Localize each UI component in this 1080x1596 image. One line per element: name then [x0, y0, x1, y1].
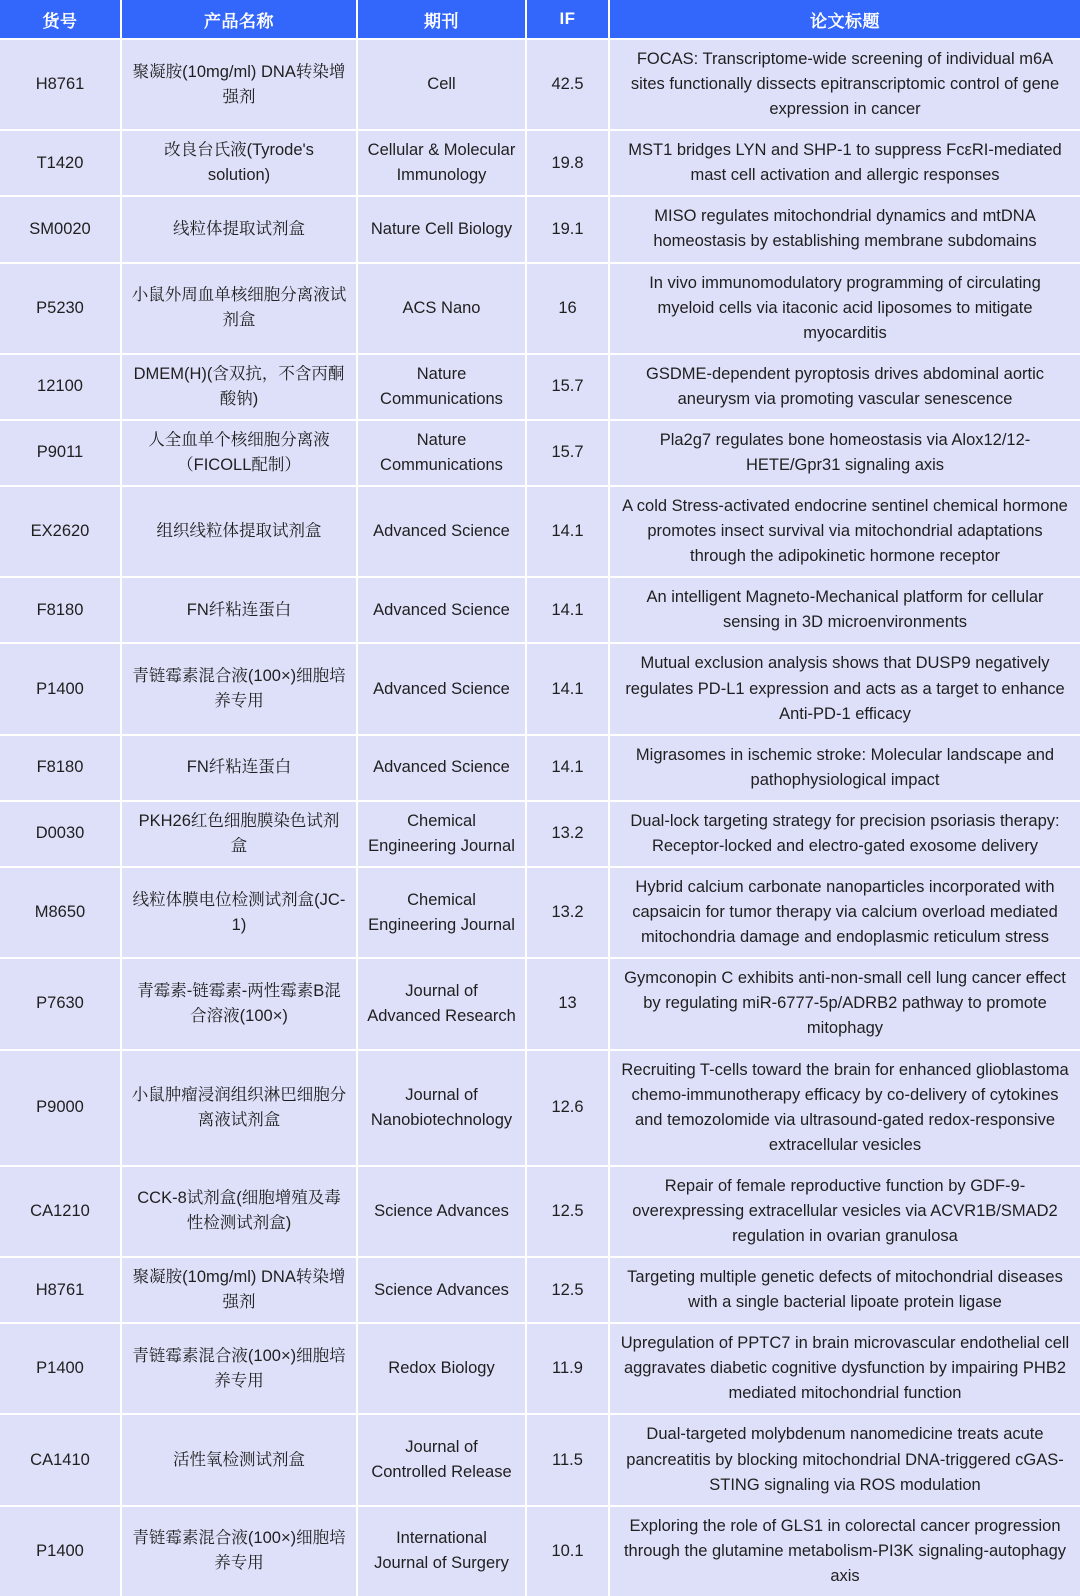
cell-if: 10.1: [527, 1507, 610, 1596]
table-row: [0, 868, 1080, 959]
cell-cat: SM0020: [0, 197, 122, 263]
table-row: [0, 1507, 1080, 1596]
cell-cat: P9000: [0, 1051, 122, 1167]
cell-jour: Chemical Engineering Journal: [358, 868, 527, 959]
cell-title: Exploring the role of GLS1 in colorectal cancer progression through the glutamine metabolism-PI3K signaling-autophagy axis: [610, 1507, 1080, 1596]
cell-title: MISO regulates mitochondrial dynamics and mtDNA homeostasis by establishing membrane subdomains: [610, 197, 1080, 263]
cell-cat: F8180: [0, 578, 122, 644]
cell-prod: 线粒体提取试剂盒: [122, 197, 358, 263]
table-header-row: [0, 0, 1080, 40]
cell-jour: Redox Biology: [358, 1324, 527, 1415]
column-header-impact-factor: IF: [527, 0, 610, 40]
table-row: [0, 131, 1080, 197]
cell-if: 13.2: [527, 868, 610, 959]
cell-title: An intelligent Magneto-Mechanical platform for cellular sensing in 3D microenvironments: [610, 578, 1080, 644]
cell-jour: Nature Communications: [358, 421, 527, 487]
cell-prod: 人全血单个核细胞分离液（FICOLL配制）: [122, 421, 358, 487]
table-row: [0, 1258, 1080, 1324]
cell-prod: PKH26红色细胞膜染色试剂盒: [122, 802, 358, 868]
cell-jour: Advanced Science: [358, 736, 527, 802]
cell-if: 13: [527, 959, 610, 1050]
cell-title: Upregulation of PPTC7 in brain microvascular endothelial cell aggravates diabetic cognitive dysfunction by impairing PHB2 mediated mitochondrial function: [610, 1324, 1080, 1415]
cell-title: Recruiting T-cells toward the brain for enhanced glioblastoma chemo-immunotherapy efficacy by co-delivery of cytokines and temozolomide via ultrasound-gated redox-responsive extracellular vesicles: [610, 1051, 1080, 1167]
table-row: [0, 1051, 1080, 1167]
cell-cat: CA1410: [0, 1415, 122, 1506]
cell-jour: Cellular & Molecular Immunology: [358, 131, 527, 197]
cell-title: A cold Stress-activated endocrine sentinel chemical hormone promotes insect survival via mitochondrial adaptations through the adipokinetic hormone receptor: [610, 487, 1080, 578]
column-header-paper-title: 论文标题: [610, 0, 1080, 40]
cell-jour: Journal of Nanobiotechnology: [358, 1051, 527, 1167]
cell-jour: Journal of Advanced Research: [358, 959, 527, 1050]
cell-jour: Science Advances: [358, 1258, 527, 1324]
column-header-journal: 期刊: [358, 0, 527, 40]
table-row: [0, 40, 1080, 131]
cell-prod: 组织线粒体提取试剂盒: [122, 487, 358, 578]
cell-title: Targeting multiple genetic defects of mitochondrial diseases with a single bacterial lipoate protein ligase: [610, 1258, 1080, 1324]
cell-cat: P1400: [0, 1507, 122, 1596]
cell-jour: Nature Cell Biology: [358, 197, 527, 263]
cell-title: Migrasomes in ischemic stroke: Molecular landscape and pathophysiological impact: [610, 736, 1080, 802]
cell-title: In vivo immunomodulatory programming of circulating myeloid cells via itaconic acid liposomes to mitigate myocarditis: [610, 264, 1080, 355]
cell-prod: CCK-8试剂盒(细胞增殖及毒性检测试剂盒): [122, 1167, 358, 1258]
cell-jour: Chemical Engineering Journal: [358, 802, 527, 868]
cell-prod: 青链霉素混合液(100×)细胞培养专用: [122, 1507, 358, 1596]
cell-cat: P5230: [0, 264, 122, 355]
table-row: [0, 1167, 1080, 1258]
table-body: [0, 40, 1080, 1596]
cell-prod: 青链霉素混合液(100×)细胞培养专用: [122, 644, 358, 735]
cell-if: 19.8: [527, 131, 610, 197]
table-row: [0, 197, 1080, 263]
table-row: [0, 736, 1080, 802]
table-row: [0, 421, 1080, 487]
cell-cat: H8761: [0, 40, 122, 131]
table-row: [0, 487, 1080, 578]
cell-title: GSDME-dependent pyroptosis drives abdominal aortic aneurysm via promoting vascular senescence: [610, 355, 1080, 421]
cell-if: 11.5: [527, 1415, 610, 1506]
table-row: [0, 264, 1080, 355]
cell-jour: ACS Nano: [358, 264, 527, 355]
cell-if: 19.1: [527, 197, 610, 263]
cell-jour: Advanced Science: [358, 578, 527, 644]
table-header: [0, 0, 1080, 40]
cell-prod: 改良台氏液(Tyrode's solution): [122, 131, 358, 197]
cell-title: Gymconopin C exhibits anti-non-small cell lung cancer effect by regulating miR-6777-5p/ADRB2 pathway to promote mitophagy: [610, 959, 1080, 1050]
cell-cat: P9011: [0, 421, 122, 487]
cell-title: Mutual exclusion analysis shows that DUSP9 negatively regulates PD-L1 expression and acts as a target to enhance Anti-PD-1 efficacy: [610, 644, 1080, 735]
cell-cat: P7630: [0, 959, 122, 1050]
cell-prod: 青链霉素混合液(100×)细胞培养专用: [122, 1324, 358, 1415]
cell-cat: P1400: [0, 1324, 122, 1415]
cell-prod: 聚凝胺(10mg/ml) DNA转染增强剂: [122, 40, 358, 131]
cell-if: 14.1: [527, 644, 610, 735]
cell-if: 12.5: [527, 1258, 610, 1324]
cell-prod: 聚凝胺(10mg/ml) DNA转染增强剂: [122, 1258, 358, 1324]
cell-title: Dual-lock targeting strategy for precision psoriasis therapy: Receptor-locked and electro-gated exosome delivery: [610, 802, 1080, 868]
cell-if: 15.7: [527, 421, 610, 487]
table-row: [0, 1415, 1080, 1506]
cell-cat: H8761: [0, 1258, 122, 1324]
cell-if: 42.5: [527, 40, 610, 131]
cell-title: MST1 bridges LYN and SHP-1 to suppress FcεRI-mediated mast cell activation and allergic responses: [610, 131, 1080, 197]
cell-cat: P1400: [0, 644, 122, 735]
cell-prod: 线粒体膜电位检测试剂盒(JC-1): [122, 868, 358, 959]
cell-if: 13.2: [527, 802, 610, 868]
cell-jour: Advanced Science: [358, 644, 527, 735]
cell-if: 14.1: [527, 487, 610, 578]
cell-jour: Science Advances: [358, 1167, 527, 1258]
table-row: [0, 802, 1080, 868]
cell-cat: T1420: [0, 131, 122, 197]
cell-if: 11.9: [527, 1324, 610, 1415]
cell-jour: Cell: [358, 40, 527, 131]
cell-jour: Advanced Science: [358, 487, 527, 578]
cell-cat: F8180: [0, 736, 122, 802]
cell-cat: 12100: [0, 355, 122, 421]
cell-title: Hybrid calcium carbonate nanoparticles incorporated with capsaicin for tumor therapy via calcium overload mediated mitochondria damage and endoplasmic reticulum stress: [610, 868, 1080, 959]
cell-prod: DMEM(H)(含双抗，不含丙酮酸钠): [122, 355, 358, 421]
cell-title: FOCAS: Transcriptome-wide screening of individual m6A sites functionally dissects epitranscriptomic control of gene expression in cancer: [610, 40, 1080, 131]
cell-if: 16: [527, 264, 610, 355]
cell-prod: 活性氧检测试剂盒: [122, 1415, 358, 1506]
cell-title: Pla2g7 regulates bone homeostasis via Alox12/12-HETE/Gpr31 signaling axis: [610, 421, 1080, 487]
cell-jour: International Journal of Surgery: [358, 1507, 527, 1596]
cell-cat: CA1210: [0, 1167, 122, 1258]
cell-if: 14.1: [527, 578, 610, 644]
cell-if: 15.7: [527, 355, 610, 421]
cell-if: 12.5: [527, 1167, 610, 1258]
cell-jour: Nature Communications: [358, 355, 527, 421]
column-header-product-name: 产品名称: [122, 0, 358, 40]
column-header-catalog-number: 货号: [0, 0, 122, 40]
cell-if: 14.1: [527, 736, 610, 802]
table-row: [0, 355, 1080, 421]
cell-prod: 小鼠外周血单核细胞分离液试剂盒: [122, 264, 358, 355]
cell-if: 12.6: [527, 1051, 610, 1167]
cell-prod: FN纤粘连蛋白: [122, 578, 358, 644]
cell-title: Repair of female reproductive function by GDF-9-overexpressing extracellular vesicles via ACVR1B/SMAD2 regulation in ovarian granulosa: [610, 1167, 1080, 1258]
table-row: [0, 959, 1080, 1050]
table-row: [0, 644, 1080, 735]
table-row: [0, 578, 1080, 644]
cell-prod: 青霉素-链霉素-两性霉素B混合溶液(100×): [122, 959, 358, 1050]
cell-prod: FN纤粘连蛋白: [122, 736, 358, 802]
cell-title: Dual-targeted molybdenum nanomedicine treats acute pancreatitis by blocking mitochondrial DNA-triggered cGAS-STING signaling via ROS modulation: [610, 1415, 1080, 1506]
cell-cat: M8650: [0, 868, 122, 959]
cell-jour: Journal of Controlled Release: [358, 1415, 527, 1506]
table-row: [0, 1324, 1080, 1415]
cell-cat: EX2620: [0, 487, 122, 578]
cell-prod: 小鼠肿瘤浸润组织淋巴细胞分离液试剂盒: [122, 1051, 358, 1167]
cell-cat: D0030: [0, 802, 122, 868]
